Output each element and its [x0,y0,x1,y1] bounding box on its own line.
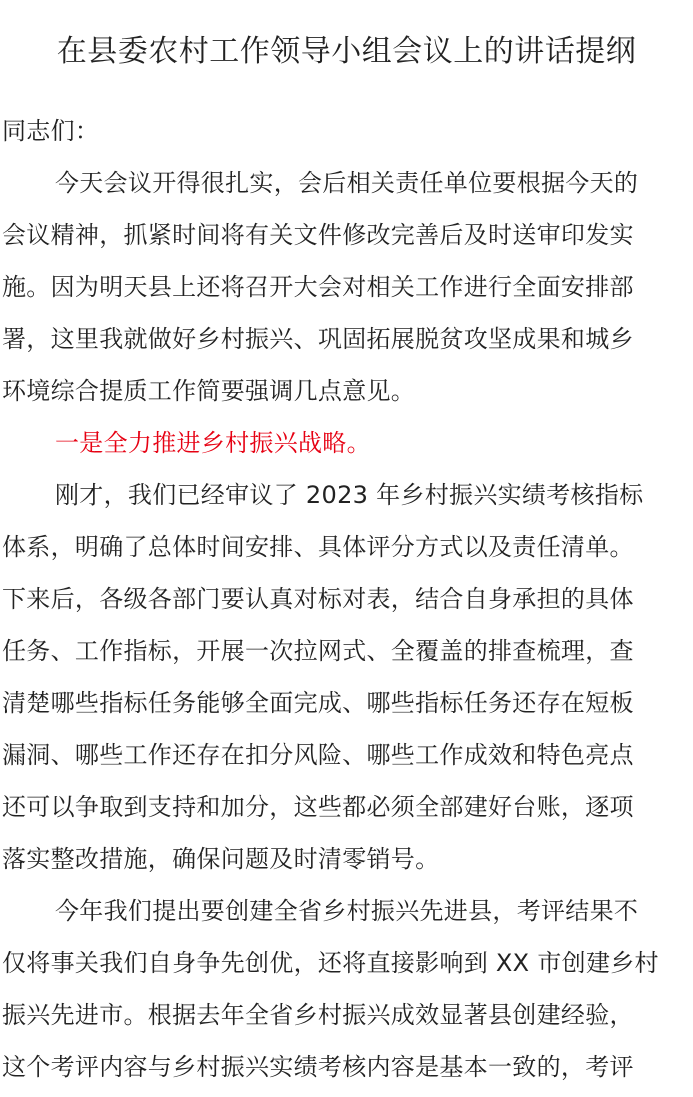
paragraph-line: 仅将事关我们自身争先创优，还将直接影响到 XX 市创建乡村 [2,949,659,977]
paragraph-line: 环境综合提质工作简要强调几点意见。 [2,377,416,405]
paragraph-line: 下来后，各级各部门要认真对标对表，结合自身承担的具体 [2,585,634,613]
paragraph-line: 落实整改措施，确保问题及时清零销号。 [2,845,440,873]
paragraph-line: 这个考评内容与乡村振兴实绩考核内容是基本一致的，考评 [2,1053,634,1081]
paragraph-line: 清楚哪些指标任务能够全面完成、哪些指标任务还存在短板 [2,689,634,717]
section-heading-text: 一是全力推进乡村振兴战略。 [55,429,371,457]
paragraph-2 [2,469,690,885]
paragraph-line: 任务、工作指标，开展一次拉网式、全覆盖的排查梳理，查 [2,637,634,665]
paragraph-line: 漏洞、哪些工作还存在扣分风险、哪些工作成效和特色亮点 [2,741,634,769]
paragraph-line: 体系，明确了总体时间安排、具体评分方式以及责任清单。 [2,533,634,561]
paragraph-3 [2,885,690,1093]
paragraph-line: 今年我们提出要创建全省乡村振兴先进县，考评结果不 [55,897,639,925]
section-heading [2,417,690,469]
document-body [2,105,690,1093]
paragraph-1 [2,157,690,417]
document-title: 在县委农村工作领导小组会议上的讲话提纲 [56,34,637,69]
paragraph-line: 施。因为明天县上还将召开大会对相关工作进行全面安排部 [2,273,634,301]
paragraph-line: 还可以争取到支持和加分，这些都必须全部建好台账，逐项 [2,793,634,821]
paragraph-line: 振兴先进市。根据去年全省乡村振兴成效显著县创建经验， [2,1001,634,1029]
paragraph-line: 今天会议开得很扎实，会后相关责任单位要根据今天的 [55,169,639,197]
paragraph-line: 署，这里我就做好乡村振兴、巩固拓展脱贫攻坚成果和城乡 [2,325,634,353]
paragraph-line: 会议精神，抓紧时间将有关文件修改完善后及时送审印发实 [2,221,634,249]
salutation: 同志们： [2,117,100,145]
paragraph-line: 刚才，我们已经审议了 2023 年乡村振兴实绩考核指标 [55,481,644,509]
